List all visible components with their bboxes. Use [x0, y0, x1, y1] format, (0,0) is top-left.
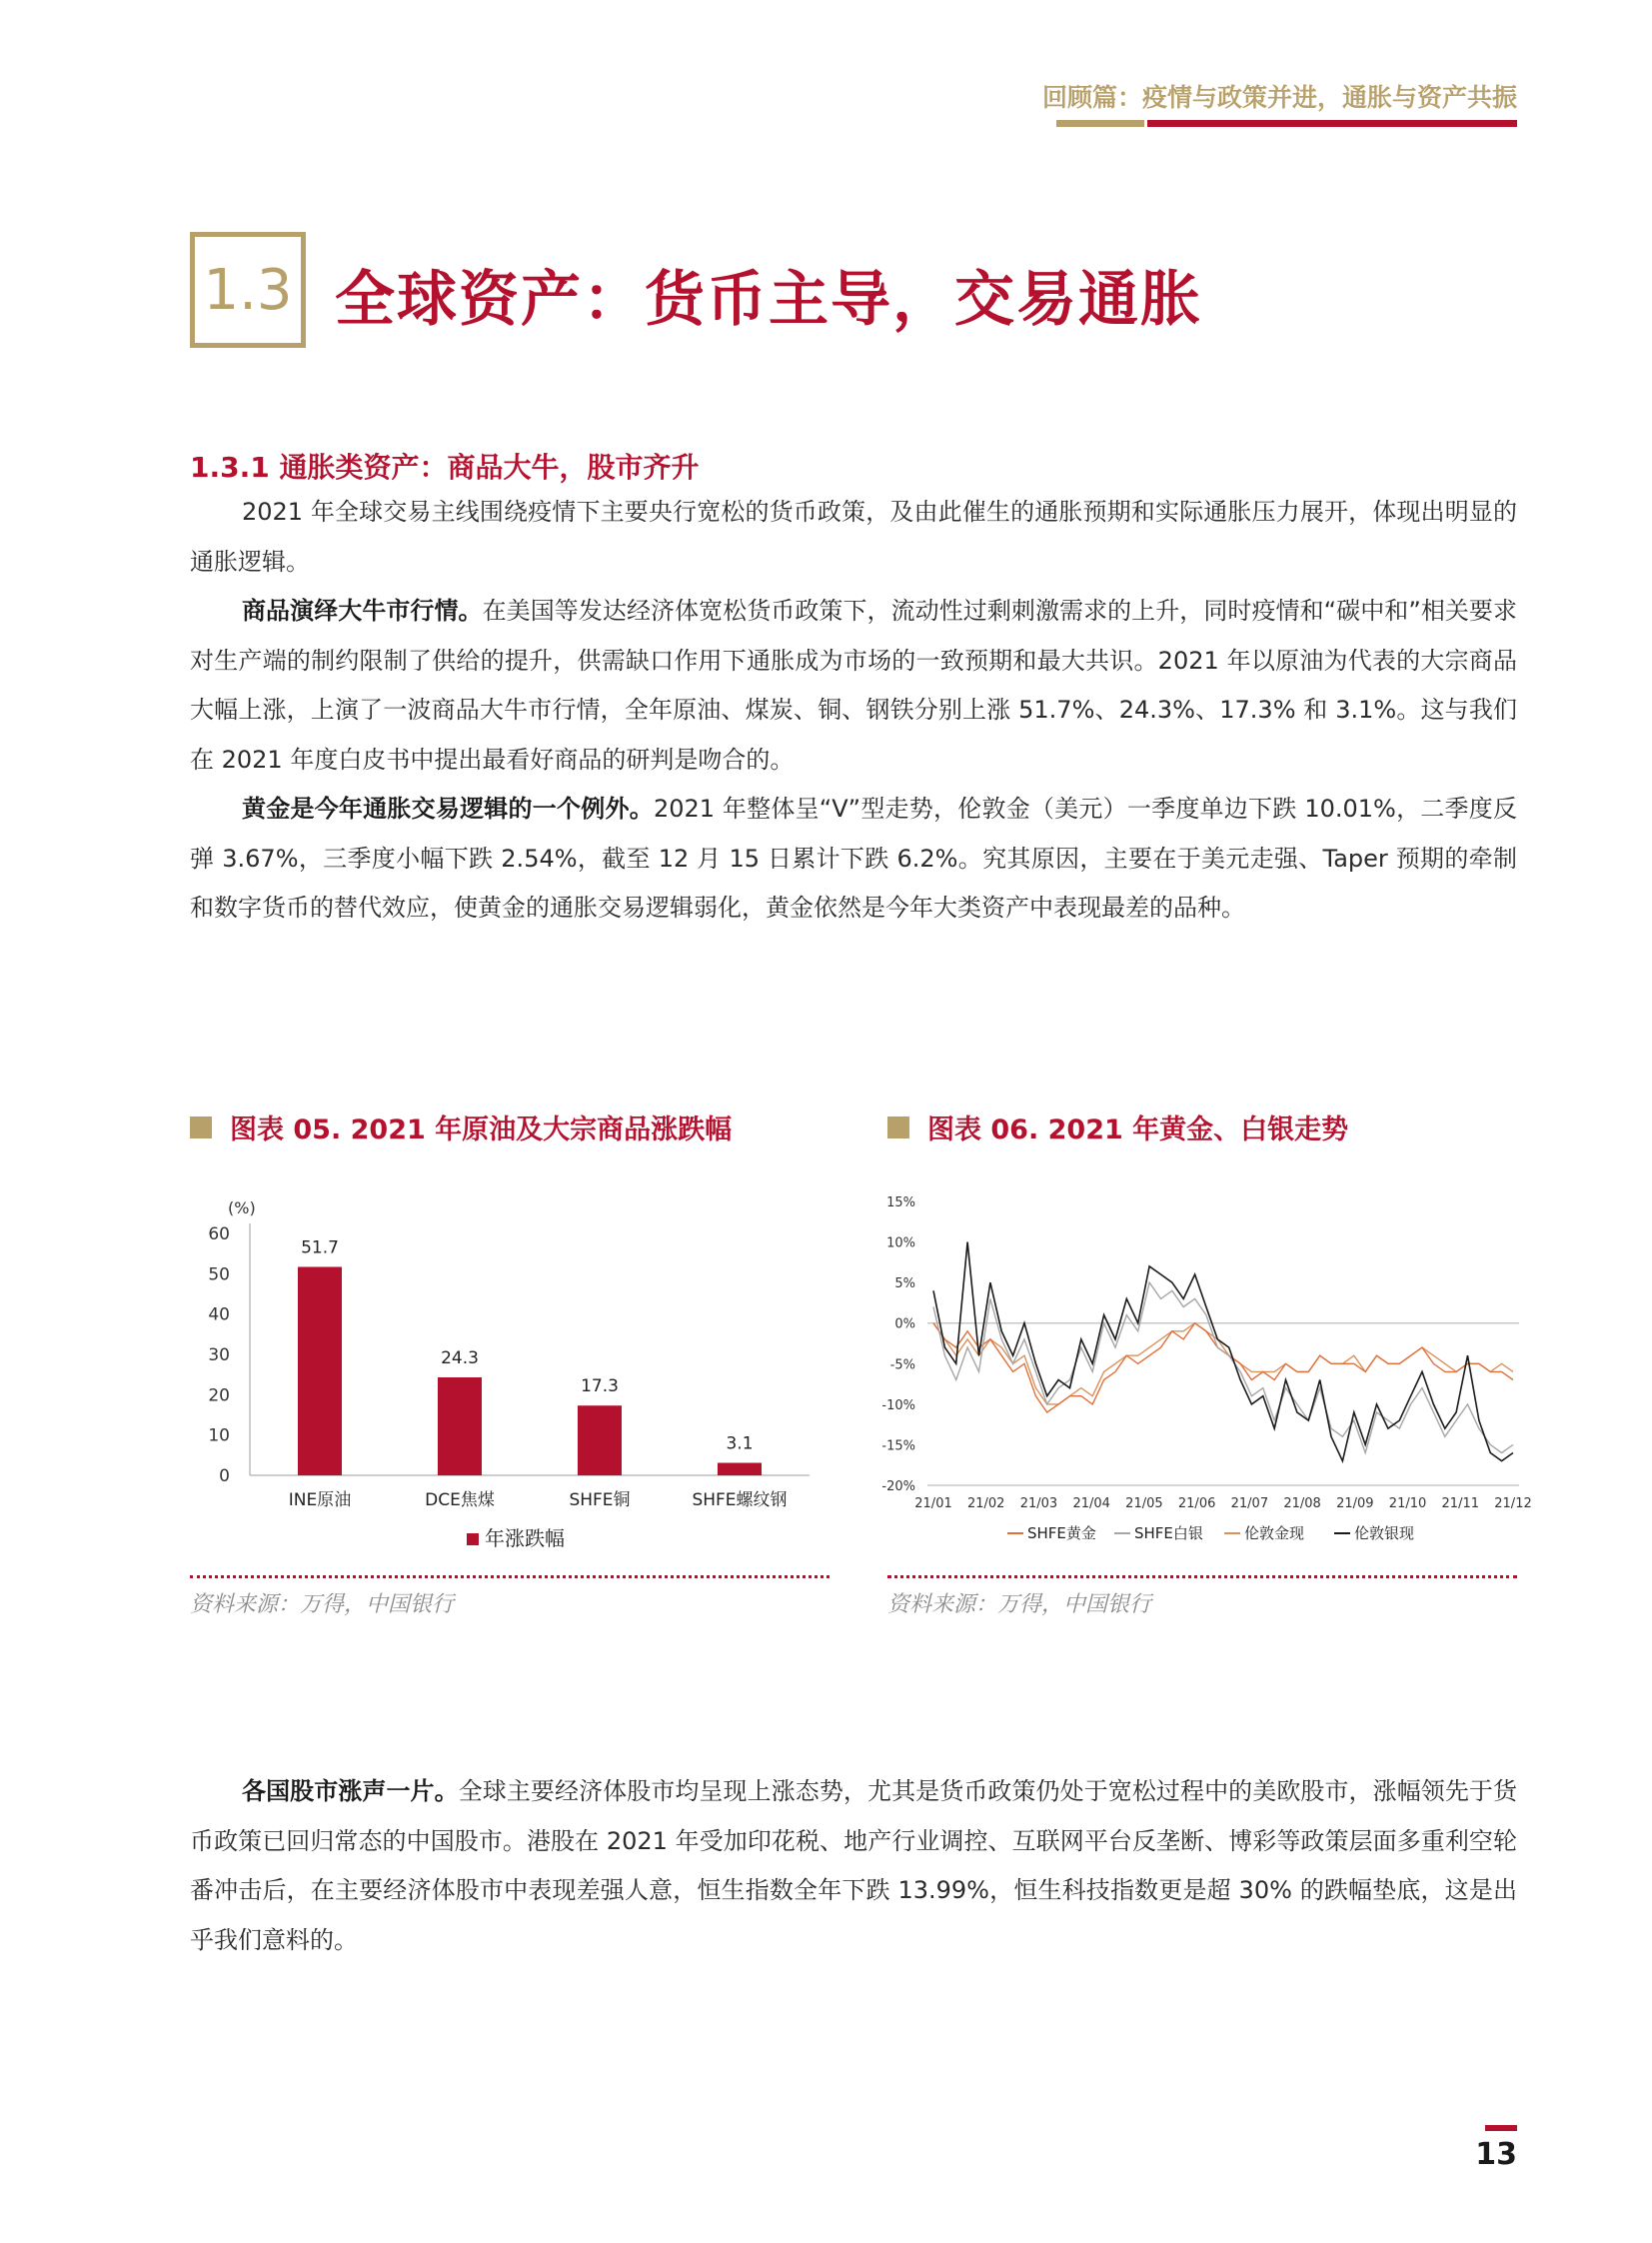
- legend-label: SHFE黄金: [1027, 1524, 1096, 1542]
- figure-06-source: 资料来源：万得，中国银行: [887, 1592, 1152, 1617]
- page-number: 13: [1475, 2137, 1517, 2172]
- x-tick-label: 21/03: [1019, 1496, 1058, 1511]
- legend-label: 伦敦银现: [1354, 1524, 1415, 1542]
- bar: [438, 1377, 482, 1475]
- y-tick-label: 20: [208, 1385, 230, 1406]
- bar-value-label: 51.7: [301, 1237, 339, 1258]
- legend-label: 年涨跌幅: [485, 1526, 565, 1550]
- figure-05-title: [190, 1108, 732, 1146]
- series-line: [933, 1282, 1513, 1452]
- y-tick-label: -10%: [881, 1397, 915, 1413]
- y-tick-label: 10%: [886, 1235, 915, 1251]
- x-tick-label: 21/11: [1441, 1496, 1480, 1511]
- figure-05-title-text: 图表 05. 2021 年原油及大宗商品涨跌幅: [230, 1115, 733, 1145]
- bar-chart-commodities: [190, 1179, 829, 1569]
- paragraph-text: 全球主要经济体股市均呈现上涨态势，尤其是货币政策仍处于宽松过程中的美欧股市，涨幅领先于货币政策已回归常态的中国股市。港股在 2021 年受加印花税、地产行业调控、互联网平台反垄断、博彩等政策层面多重利空轮番冲击后，在主要经济体股市中表现差强人意，恒生指数全年下跌 13.99%，恒生科技指数更是超 30% 的跌幅垫底，这是出乎我们意料的。: [190, 1777, 1518, 1954]
- x-tick-label: 21/12: [1494, 1496, 1532, 1511]
- paragraph-lead: 商品演绎大牛市行情。: [242, 597, 483, 625]
- paragraph-lead: 黄金是今年通胀交易逻辑的一个例外。: [242, 795, 654, 823]
- x-tick-label: 21/09: [1336, 1496, 1374, 1511]
- line-chart-gold-silver: [879, 1179, 1539, 1569]
- bar: [298, 1266, 342, 1475]
- paragraph-intro: [190, 488, 1517, 587]
- paragraph-text: 在美国等发达经济体宽松货币政策下，流动性过剩刺激需求的上升，同时疫情和“碳中和”相关要求对生产端的制约限制了供给的提升，供需缺口作用下通胀成为市场的一致预期和最大共识。2021 年以原油为代表的大宗商品大幅上涨，上演了一波商品大牛市行情，全年原油、煤炭、铜、钢铁分别上涨 51.7%、24.3%、17.3% 和 3.1%。这与我们在 2021 年度白皮书中提出最看好商品的研判是吻合的。: [190, 597, 1517, 774]
- x-tick-label: SHFE铜: [569, 1490, 631, 1510]
- legend-label: SHFE白银: [1134, 1524, 1203, 1542]
- section-number: 1.3: [203, 257, 293, 323]
- x-tick-label: DCE焦煤: [425, 1490, 495, 1510]
- legend-swatch: [467, 1533, 479, 1545]
- bar-value-label: 3.1: [726, 1433, 754, 1454]
- figure-06-divider: [887, 1575, 1517, 1578]
- figure-05-divider: [190, 1575, 829, 1578]
- x-tick-label: 21/05: [1125, 1496, 1163, 1511]
- figure-marker-icon: [887, 1117, 909, 1138]
- y-tick-label: 60: [208, 1224, 230, 1244]
- paragraph-gold: [190, 785, 1517, 934]
- figure-05-source: 资料来源：万得，中国银行: [190, 1592, 455, 1617]
- page-number-bar: [1485, 2125, 1517, 2131]
- x-tick-label: 21/02: [966, 1496, 1005, 1511]
- y-tick-label: 15%: [886, 1195, 915, 1210]
- figure-marker-icon: [190, 1117, 212, 1138]
- x-tick-label: 21/04: [1072, 1496, 1110, 1511]
- running-header: 回顾篇：疫情与政策并进，通胀与资产共振: [1041, 83, 1517, 112]
- paragraph-equities: [190, 1767, 1517, 1965]
- bar: [578, 1405, 622, 1475]
- y-tick-label: 40: [208, 1304, 230, 1325]
- y-tick-label: 30: [208, 1345, 230, 1365]
- figure-06-title: [887, 1108, 1348, 1146]
- x-tick-label: INE原油: [288, 1490, 352, 1510]
- section-number-box: [190, 232, 306, 348]
- bar: [718, 1462, 762, 1475]
- subsection-title: 1.3.1 通胀类资产：商品大牛，股市齐升: [190, 451, 700, 484]
- header-rule-gold: [1056, 120, 1144, 127]
- y-tick-label: -5%: [889, 1357, 915, 1373]
- paragraph-text: 2021 年全球交易主线围绕疫情下主要央行宽松的货币政策，及由此催生的通胀预期和实际通胀压力展开，体现出明显的通胀逻辑。: [190, 498, 1517, 576]
- paragraph-text: 2021 年整体呈“V”型走势，伦敦金（美元）一季度单边下跌 10.01%，二季度反弹 3.67%，三季度小幅下跌 2.54%，截至 12 月 15 日累计下跌 6.2%。究其原因，主要在于美元走强、Taper 预期的牵制和数字货币的替代效应，使黄金的通胀交易逻辑弱化，黄金依然是今年大类资产中表现最差的品种。: [190, 795, 1517, 922]
- y-tick-label: -15%: [881, 1438, 915, 1454]
- y-tick-label: 5%: [894, 1276, 915, 1292]
- section-title: 全球资产：货币主导，交易通胀: [335, 265, 1202, 335]
- x-tick-label: SHFE螺纹钢: [692, 1490, 788, 1510]
- x-tick-label: 21/07: [1230, 1496, 1269, 1511]
- legend-label: 伦敦金现: [1244, 1524, 1305, 1542]
- bar-value-label: 17.3: [581, 1376, 619, 1397]
- paragraph-commodities: [190, 587, 1517, 785]
- x-tick-label: 21/06: [1177, 1496, 1216, 1511]
- y-tick-label: 0%: [894, 1316, 915, 1332]
- bar-value-label: 24.3: [441, 1347, 479, 1368]
- x-tick-label: 21/10: [1388, 1496, 1427, 1511]
- y-tick-label: 0: [219, 1466, 230, 1486]
- x-tick-label: 21/01: [914, 1496, 952, 1511]
- figure-06-title-text: 图表 06. 2021 年黄金、白银走势: [927, 1115, 1349, 1145]
- y-tick-label: -20%: [881, 1479, 915, 1494]
- y-axis-unit-label: (%): [228, 1198, 256, 1217]
- header-rule-red: [1147, 120, 1517, 127]
- x-tick-label: 21/08: [1283, 1496, 1321, 1511]
- y-tick-label: 50: [208, 1264, 230, 1285]
- paragraph-lead: 各国股市涨声一片。: [242, 1777, 459, 1805]
- y-tick-label: 10: [208, 1425, 230, 1446]
